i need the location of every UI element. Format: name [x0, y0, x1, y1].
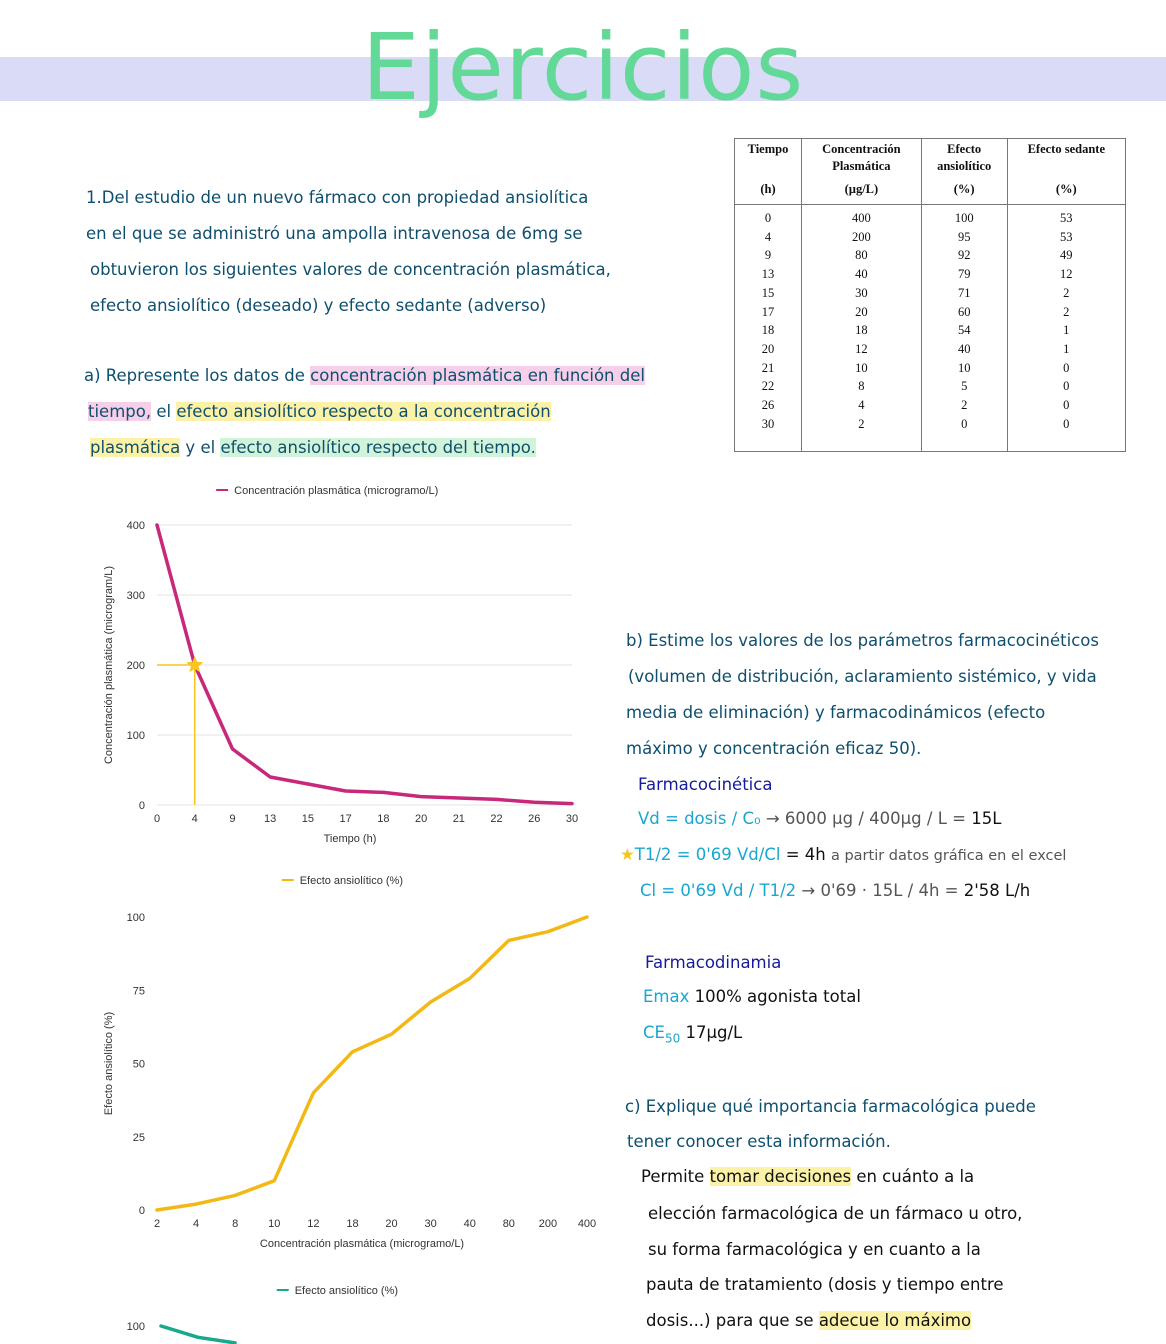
x-axis-label: Concentración plasmática (microgramo/L): [259, 1238, 465, 1250]
table-cell: 0: [1007, 415, 1125, 434]
y-tick-label: 100: [126, 1321, 145, 1333]
star-icon: ★: [620, 845, 635, 864]
x-tick-label: 22: [490, 813, 503, 825]
x-tick-label: 10: [268, 1218, 281, 1230]
effect-vs-time-chart: [95, 1278, 605, 1344]
ce50-line: $CE_{50}$ 17µg/L: [643, 1023, 743, 1046]
table-row: [735, 246, 1126, 265]
part-c-answer-2: elección farmacológica de un fármaco u otro,: [648, 1204, 1023, 1223]
table-cell: 9: [764, 248, 772, 263]
intro-line-3: obtuvieron los siguientes valores de concentración plasmática,: [90, 260, 611, 279]
y-tick-label: 100: [126, 730, 145, 742]
part-c-answer-3: su forma farmacológica y en cuanto a la: [648, 1240, 981, 1259]
y-tick-label: 50: [132, 1058, 145, 1071]
table-row: [735, 359, 1126, 378]
table-row: [735, 377, 1126, 396]
x-tick-label: 18: [346, 1218, 359, 1230]
table-body: [735, 205, 1126, 452]
part-c-answer-1: Permite tomar decisiones en cuánto a la: [641, 1167, 975, 1186]
table-cell: 8: [801, 377, 921, 396]
legend-label: Efecto ansiolítico (%): [294, 1285, 399, 1297]
table-row: [735, 321, 1126, 340]
part-c-answer-4: pauta de tratamiento (dosis y tiempo entre: [646, 1275, 1004, 1294]
legend-label: Concentración plasmática (microgramo/L): [234, 485, 439, 497]
table-cell: 20: [801, 303, 921, 322]
table-cell: 4: [764, 229, 772, 244]
y-tick-label: 300: [126, 590, 145, 602]
y-tick-label: 200: [126, 660, 145, 672]
x-axis-label: Tiempo (h): [323, 833, 377, 845]
table-cell: 18: [761, 323, 775, 338]
part-c-question-2: tener conocer esta información.: [627, 1132, 891, 1151]
table-cell: 12: [801, 340, 921, 359]
table-cell: 12: [1007, 265, 1125, 284]
x-tick-label: 400: [577, 1218, 597, 1230]
table-cell: 26: [761, 398, 775, 413]
x-tick-label: 8: [232, 1218, 239, 1230]
table-cell: 0: [1007, 359, 1125, 378]
table-cell: 79: [921, 265, 1007, 284]
series-line: [157, 525, 572, 804]
table-cell: 21: [761, 360, 775, 375]
table-cell: 0: [921, 415, 1007, 434]
part-a-line-1: a) Represente los datos de concentración plasmática en función del: [84, 366, 645, 385]
concentration-vs-time-chart: [95, 475, 605, 855]
x-tick-label: 17: [339, 813, 352, 825]
table-cell: 80: [801, 246, 921, 265]
t12-line: ★T1/2 = 0'69 Vd/Cl = 4h a partir datos gráfica en el excel: [620, 845, 1067, 864]
highlight-yellow: adecue lo máximo: [818, 1311, 972, 1330]
table-header-cell: Tiempo (h): [735, 139, 802, 205]
table-cell: 17: [761, 304, 775, 319]
table-cell: 30: [801, 284, 921, 303]
x-tick-label: 9: [229, 813, 236, 825]
table-header-cell: Efecto ansiolítico (%): [921, 139, 1007, 205]
x-tick-label: 30: [565, 813, 579, 825]
intro-line-4: efecto ansiolítico (deseado) y efecto sedante (adverso): [90, 296, 547, 315]
part-a-line-2: tiempo, el efecto ansiolítico respecto a la concentración: [88, 402, 551, 421]
table-cell: 4: [801, 396, 921, 415]
table-cell: 400: [801, 205, 921, 228]
vd-line: Vd = dosis / C₀ → 6000 µg / 400µg / L = 15L: [638, 809, 1002, 828]
table-cell: 10: [801, 359, 921, 378]
intro-line-1: 1.Del estudio de un nuevo fármaco con propiedad ansiolítica: [86, 188, 589, 207]
cl-line: Cl = 0'69 Vd / T1/2 → 0'69 · 15L / 4h = 2'58 L/h: [640, 881, 1031, 900]
x-tick-label: 21: [452, 813, 465, 825]
x-tick-label: 200: [538, 1218, 558, 1230]
table-cell: 53: [1007, 228, 1125, 247]
table-row: [735, 205, 1126, 228]
table-row: [735, 284, 1126, 303]
table-cell: 40: [921, 340, 1007, 359]
table-cell: 54: [921, 321, 1007, 340]
highlight-yellow: efecto ansiolítico respecto a la concentración: [176, 402, 551, 421]
x-tick-label: 13: [264, 813, 277, 825]
highlight-yellow: plasmática: [90, 438, 181, 457]
highlight-pink: tiempo,: [88, 402, 152, 421]
legend-label: Efecto ansiolítico (%): [299, 875, 404, 887]
y-tick-label: 0: [138, 1205, 145, 1217]
table-cell: 18: [801, 321, 921, 340]
table-cell: 15: [761, 285, 775, 300]
table-cell: 5: [921, 377, 1007, 396]
x-tick-label: 40: [463, 1218, 476, 1230]
highlight-yellow: tomar decisiones: [709, 1167, 852, 1186]
pharmacokinetics-heading: Farmacocinética: [638, 775, 773, 794]
x-tick-label: 4: [191, 813, 198, 825]
table-cell: 40: [801, 265, 921, 284]
part-a-line-3: plasmática y el efecto ansiolítico respecto del tiempo.: [90, 438, 536, 457]
table-cell: 0: [1007, 396, 1125, 415]
emax-line: Emax 100% agonista total: [643, 987, 861, 1006]
table-cell: 49: [1007, 246, 1125, 265]
table-cell: 2: [1007, 284, 1125, 303]
highlight-green: efecto ansiolítico respecto del tiempo.: [220, 438, 536, 457]
table-cell: 13: [761, 267, 775, 282]
table-cell: 53: [1007, 205, 1125, 228]
intro-line-2: en el que se administró una ampolla intravenosa de 6mg se: [86, 224, 583, 243]
table-row: [735, 303, 1126, 322]
data-table: [734, 138, 1126, 452]
x-tick-label: 12: [307, 1218, 320, 1230]
table-row: [735, 265, 1126, 284]
table-cell: 92: [921, 246, 1007, 265]
table-cell: 30: [761, 416, 775, 431]
y-axis-label: Efecto ansiolítico (%): [103, 1011, 115, 1116]
table-cell: 100: [921, 205, 1007, 228]
table-row: [735, 228, 1126, 247]
x-tick-label: 20: [385, 1218, 398, 1230]
table-cell: 60: [921, 303, 1007, 322]
y-tick-label: 100: [126, 912, 145, 924]
part-b-line-2: (volumen de distribución, aclaramiento sistémico, y vida: [628, 667, 1097, 686]
series-line: [161, 1326, 235, 1343]
table-cell: 2: [921, 396, 1007, 415]
table-cell: 1: [1007, 340, 1125, 359]
part-b-line-1: b) Estime los valores de los parámetros farmacocinéticos: [626, 631, 1099, 650]
table-header-cell: Concentración Plasmática (µg/L): [801, 139, 921, 205]
table-header-cell: Efecto sedante (%): [1007, 139, 1125, 205]
y-tick-label: 25: [132, 1131, 145, 1144]
x-tick-label: 2: [153, 1218, 161, 1230]
table-cell: 20: [761, 341, 775, 356]
x-tick-label: 80: [502, 1218, 515, 1230]
part-c-answer-5: dosis...) para que se adecue lo máximo: [646, 1311, 972, 1330]
table-header-row: [735, 139, 1126, 205]
x-tick-label: 30: [424, 1218, 437, 1230]
table-cell: 0: [1007, 377, 1125, 396]
x-tick-label: 15: [301, 813, 315, 825]
page-title: Ejercicios: [361, 14, 805, 121]
part-b-line-3: media de eliminación) y farmacodinámicos (efecto: [626, 703, 1046, 722]
highlight-pink: concentración plasmática en función del: [310, 366, 645, 385]
table-row: [735, 340, 1126, 359]
series-line: [157, 917, 587, 1210]
table-row: [735, 396, 1126, 415]
y-axis-label: Concentración plasmática (microgram/L): [103, 565, 115, 765]
y-tick-label: 400: [126, 520, 145, 532]
x-tick-label: 26: [528, 813, 541, 825]
x-tick-label: 20: [414, 813, 428, 825]
pharmacodynamics-heading: Farmacodinamia: [645, 953, 782, 972]
x-tick-label: 0: [153, 813, 161, 825]
table-cell: 2: [1007, 303, 1125, 322]
table-cell: 1: [1007, 321, 1125, 340]
table-row: [735, 415, 1126, 434]
y-tick-label: 0: [138, 800, 145, 812]
y-tick-label: 75: [132, 985, 145, 998]
x-tick-label: 4: [193, 1218, 200, 1230]
part-c-question-1: c) Explique qué importancia farmacológica puede: [625, 1097, 1036, 1116]
part-b-line-4: máximo y concentración eficaz 50).: [626, 739, 922, 758]
table-cell: 2: [801, 415, 921, 434]
table-cell: 71: [921, 284, 1007, 303]
x-tick-label: 18: [377, 813, 390, 825]
table-cell: 200: [801, 228, 921, 247]
table-cell: 95: [921, 228, 1007, 247]
table-cell: 22: [761, 379, 775, 394]
table-cell: 0: [764, 211, 772, 225]
table-cell: 10: [921, 359, 1007, 378]
effect-vs-concentration-chart: [95, 865, 605, 1260]
